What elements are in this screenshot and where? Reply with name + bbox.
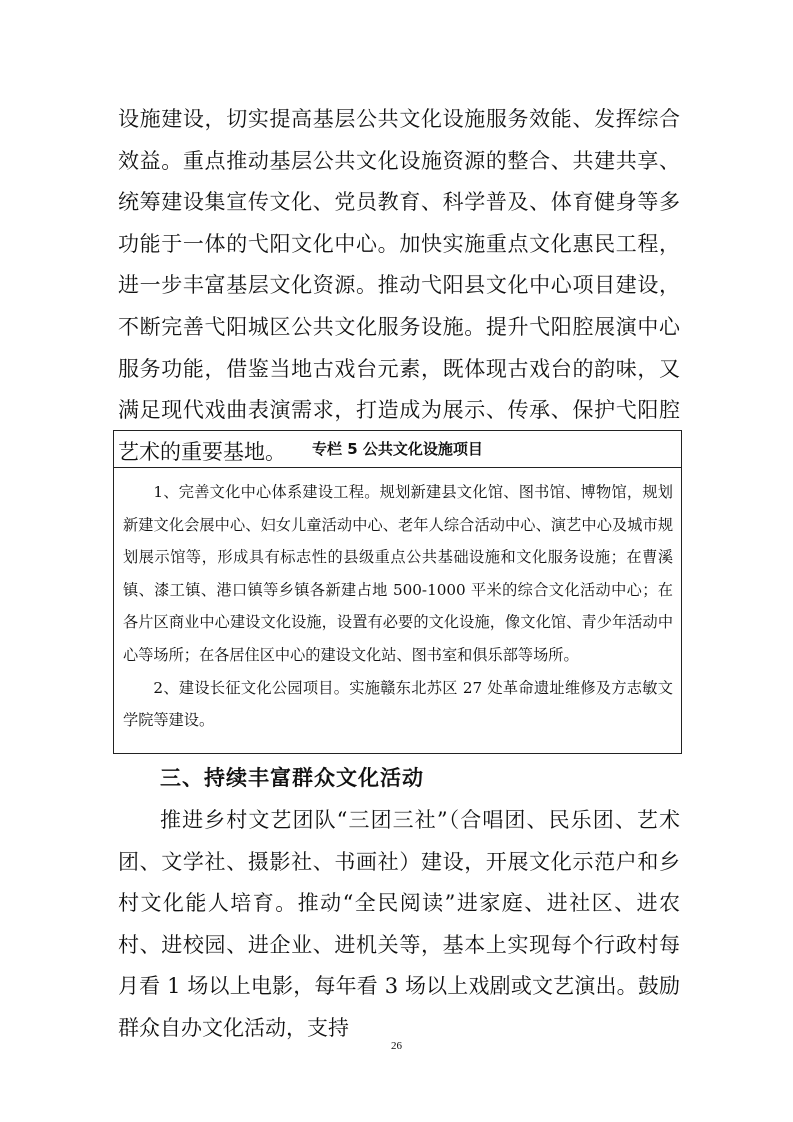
- body-paragraph-top: [118, 99, 680, 473]
- page-number: 26: [391, 1040, 402, 1052]
- column-box-item-1: 1、完善文化中心体系建设工程。规划新建县文化馆、图书馆、博物馆，规划新建文化会展中心、妇女儿童活动中心、老年人综合活动中心、演艺中心及城市规划展示馆等，形成具有标志性的县级重点公共基础设施和文化服务设施；在曹溪镇、漆工镇、港口镇等乡镇各新建占地 500-1000 平米的综合文化活动中心；在各片区商业中心建设文化设施，设置有必要的文化设施，像文化馆、青少年活动中心等场所；在各居住区中心的建设文化站、图书室和俱乐部等场所。: [123, 483, 673, 664]
- paragraph-text: 设施建设，切实提高基层公共文化设施服务效能、发挥综合效益。重点推动基层公共文化设施资源的整合、共建共享、统筹建设集宣传文化、党员教育、科学普及、体育健身等多功能于一体的弋阳文化中心。加快实施重点文化惠民工程，进一步丰富基层文化资源。推动弋阳县文化中心项目建设，不断完善弋阳城区公共文化服务设施。提升弋阳腔展演中心服务功能，借鉴当地古戏台元素，既体现古戏台的韵味，又满足现代戏曲表演需求，打造成为展示、传承、保护弋阳腔艺术的重要基地。: [118, 107, 680, 464]
- column-box-title: 专栏 5 公共文化设施项目: [114, 431, 681, 468]
- column-box: [113, 430, 682, 754]
- column-box-item-2: 2、建设长征文化公园项目。实施赣东北苏区 27 处革命遗址维修及方志敏文学院等建设。: [123, 678, 673, 730]
- paragraph-text: 推进乡村文艺团队“三团三社”（合唱团、民乐团、艺术团、文学社、摄影社、书画社）建设，开展文化示范户和乡村文化能人培育。推动“全民阅读”进家庭、进社区、进农村、进校园、进企业、进机关等，基本上实现每个行政村每月看 1 场以上电影，每年看 3 场以上戏剧或文艺演出。鼓励群众自办文化活动，支持: [118, 808, 680, 1040]
- body-paragraph-bottom: [118, 800, 680, 1050]
- section-heading: 三、持续丰富群众文化活动: [160, 766, 424, 790]
- column-box-body: [114, 468, 681, 737]
